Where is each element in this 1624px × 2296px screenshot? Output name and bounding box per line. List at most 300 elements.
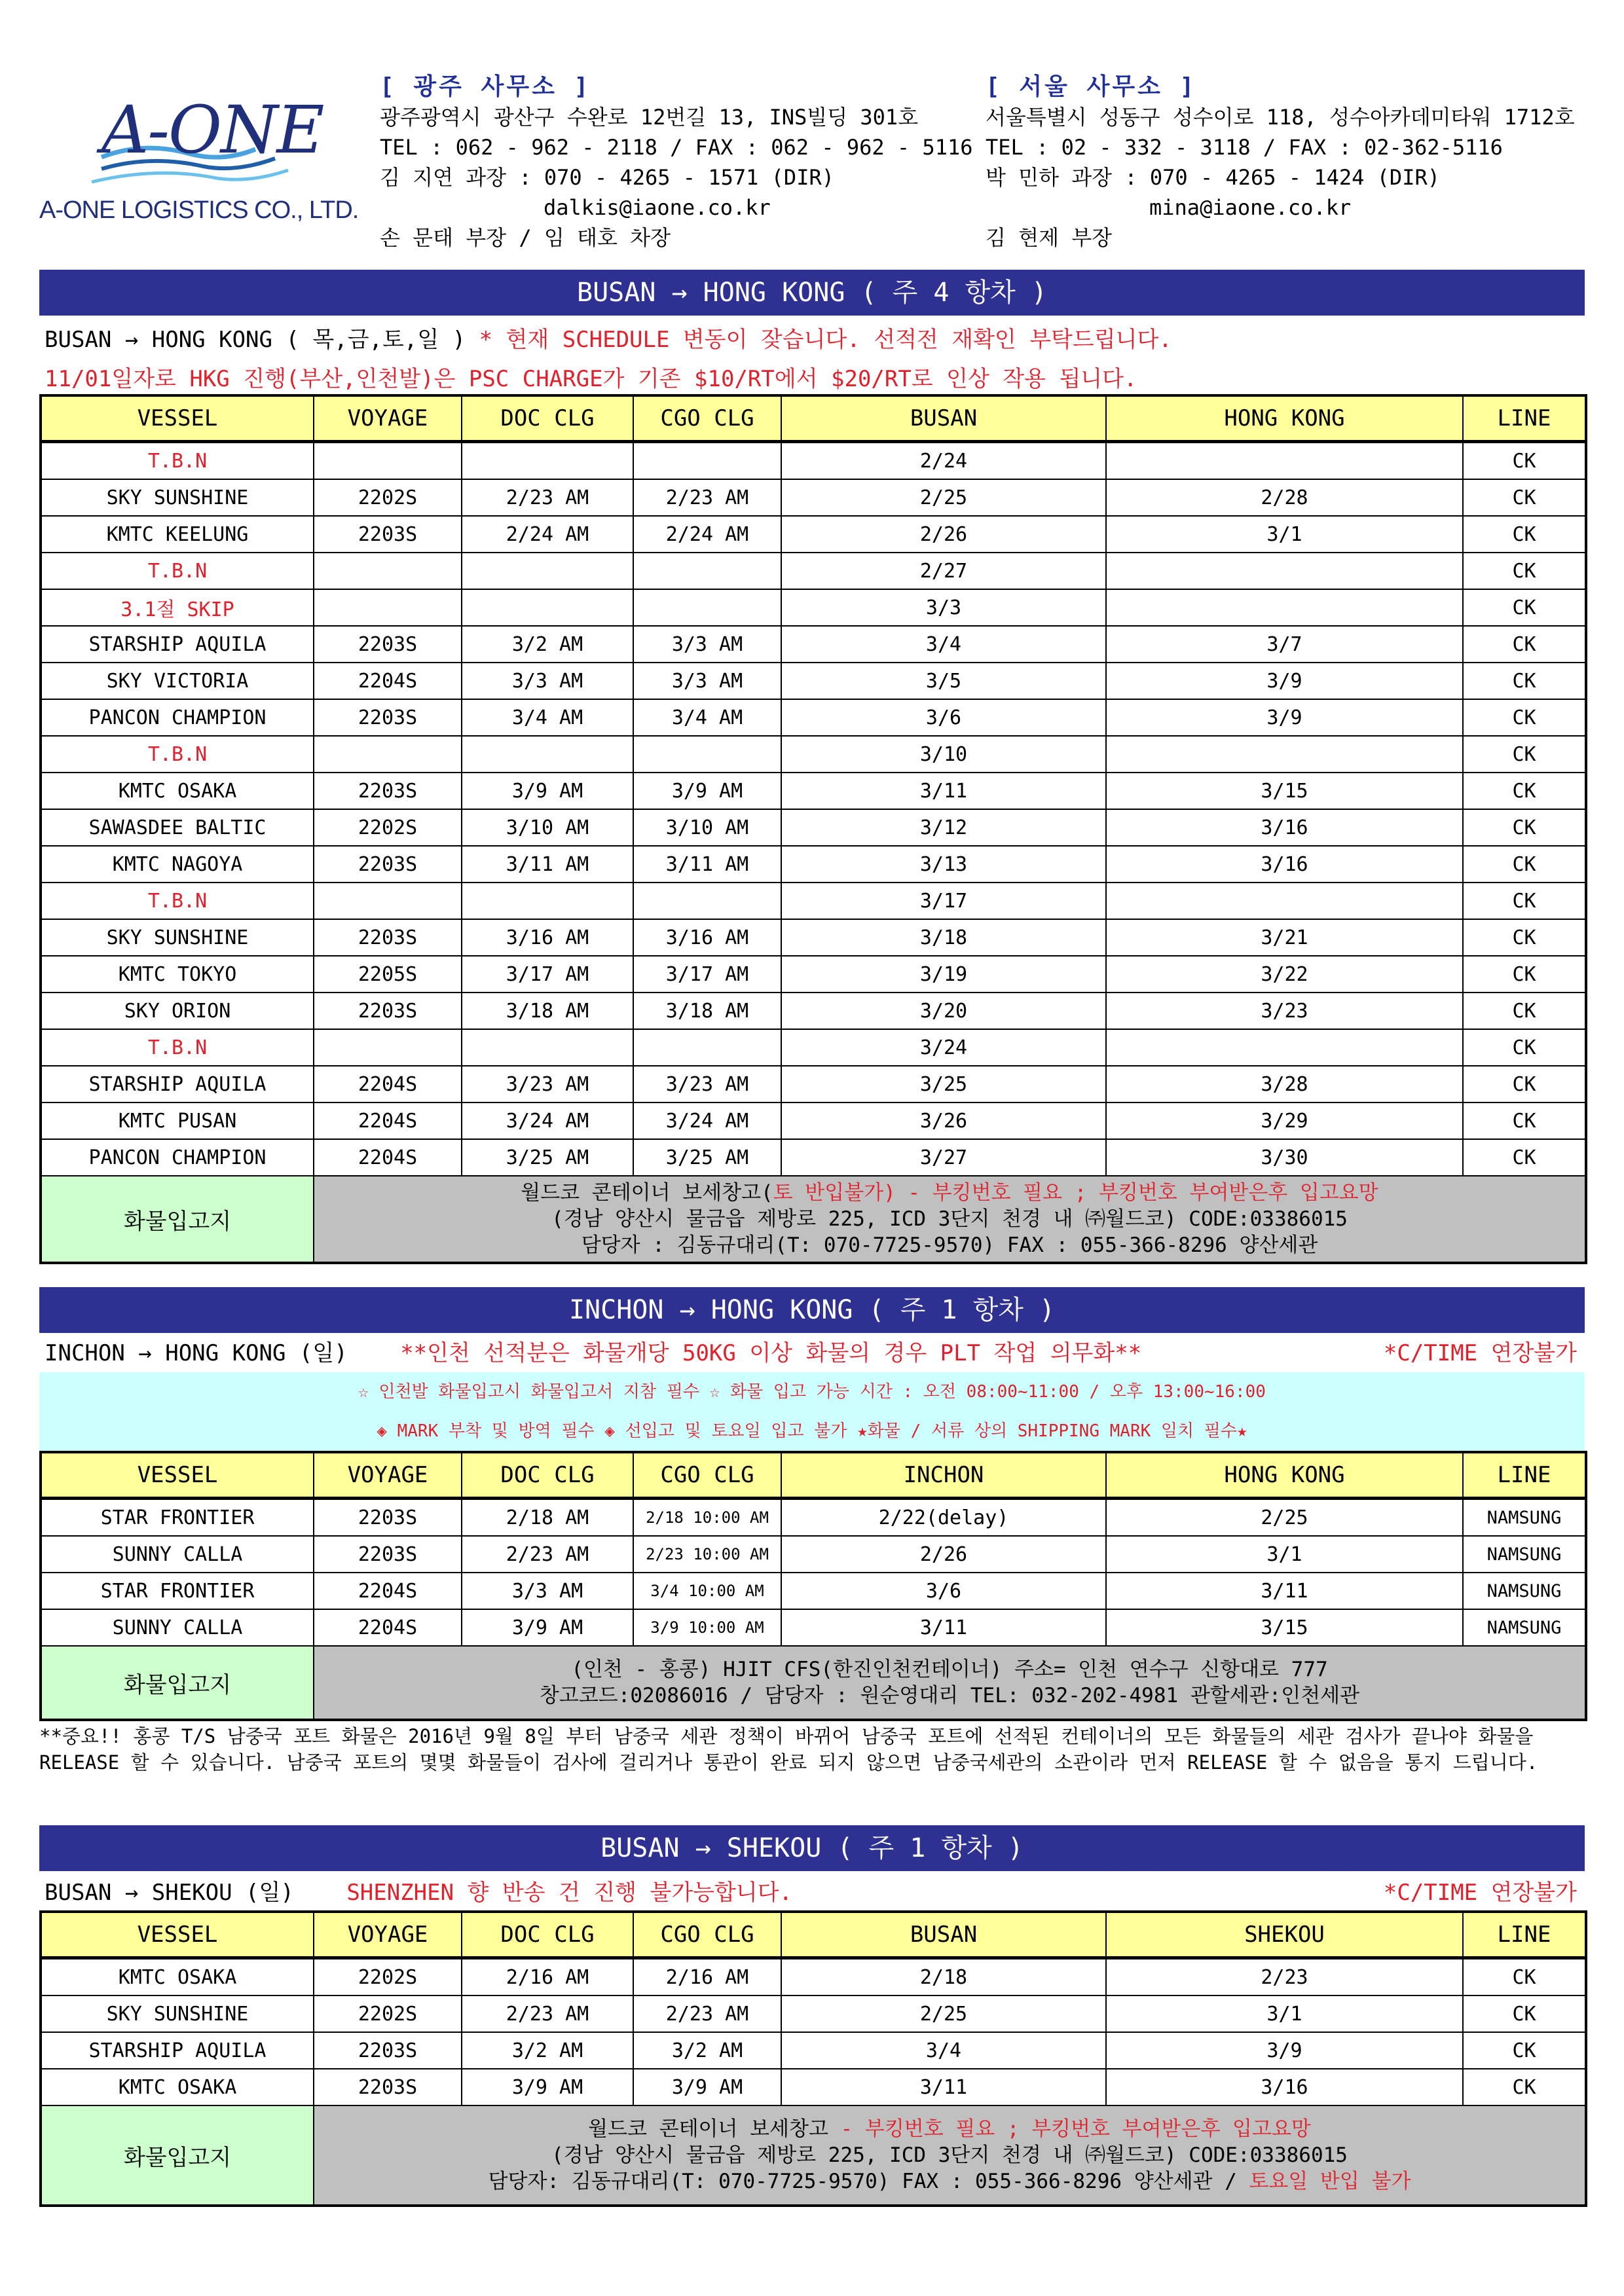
cell-cgo-clg: 3/18 AM — [633, 993, 781, 1029]
cell-line: CK — [1463, 846, 1586, 883]
cargo-info — [314, 1646, 1586, 1720]
cell-pol-date: 3/19 — [781, 956, 1106, 993]
cell-pol-date: 3/13 — [781, 846, 1106, 883]
cell-pod-date — [1106, 883, 1463, 919]
route-days: BUSAN → HONG KONG ( 목,금,토,일 ) — [45, 327, 466, 353]
cell-line: CK — [1463, 1995, 1586, 2032]
col-vessel: VESSEL — [41, 395, 314, 442]
cell-line: CK — [1463, 773, 1586, 809]
table-row — [41, 809, 1586, 846]
cargo-contact: 담당자 : 김동규대리(T: 070-7725-9570) FAX : 055-366-8296 양산세관 — [581, 1233, 1318, 1257]
table-row — [41, 2032, 1586, 2069]
cell-vessel: SUNNY CALLA — [41, 1536, 314, 1573]
section-bar-busan-hongkong: BUSAN → HONG KONG ( 주 4 항차 ) — [39, 270, 1585, 316]
cell-doc-clg: 3/9 AM — [462, 773, 633, 809]
table-row — [41, 1066, 1586, 1102]
important-notice: **중요!! 홍콩 T/S 남중국 포트 화물은 2016년 9월 8일 부터 남중국 세관 정책이 바뀌어 남중국 포트에 선적된 컨테이너의 모든 화물들의 세관 검사가 끝나야 화물을 RELEASE 할 수 있습니다. 남중국 포트의 몇몇 화물들이 검사에 걸리거나 통관이 완료 되지 않으면 남중국세관의 소관이라 먼저 RELEASE 할 수 없음을 통지 드립니다. — [39, 1725, 1538, 1774]
cell-pol-date: 3/27 — [781, 1139, 1106, 1176]
table-row — [41, 1995, 1586, 2032]
table-row — [41, 1958, 1586, 1996]
cell-doc-clg: 3/10 AM — [462, 809, 633, 846]
col-doc-clg: DOC CLG — [462, 395, 633, 442]
cell-pod-date — [1106, 1029, 1463, 1066]
cell-cgo-clg — [633, 553, 781, 589]
route-days: INCHON → HONG KONG (일) — [45, 1340, 348, 1366]
cell-doc-clg: 2/16 AM — [462, 1958, 633, 1996]
cell-pol-date: 2/22(delay) — [781, 1499, 1106, 1537]
cell-vessel: PANCON CHAMPION — [41, 699, 314, 736]
cell-voyage — [314, 883, 462, 919]
table-row — [41, 846, 1586, 883]
cell-cgo-clg: 3/24 AM — [633, 1102, 781, 1139]
cell-pod-date: 2/23 — [1106, 1958, 1463, 1996]
table-header-row — [41, 1452, 1586, 1499]
cell-doc-clg: 2/23 AM — [462, 479, 633, 516]
cell-doc-clg: 3/18 AM — [462, 993, 633, 1029]
table-row — [41, 736, 1586, 773]
cell-doc-clg: 2/23 AM — [462, 1995, 633, 2032]
cargo-address: (경남 양산시 물금읍 제방로 225, ICD 3단지 천경 내 ㈜월드코) CODE:03386015 — [551, 1207, 1348, 1231]
cell-cgo-clg: 3/10 AM — [633, 809, 781, 846]
cell-cgo-clg: 3/9 10:00 AM — [633, 1609, 781, 1646]
section-bar-busan-shekou: BUSAN → SHEKOU ( 주 1 항차 ) — [39, 1825, 1585, 1871]
cargo-warehouse: (인천 - 홍콩) HJIT CFS(한진인천컨테이너) 주소= 인천 연수구 신항대로 777 — [571, 1658, 1328, 1681]
cell-vessel: KMTC PUSAN — [41, 1102, 314, 1139]
cell-doc-clg — [462, 736, 633, 773]
col-voyage: VOYAGE — [314, 395, 462, 442]
cell-cgo-clg — [633, 883, 781, 919]
cell-doc-clg: 2/24 AM — [462, 516, 633, 553]
cell-voyage: 2204S — [314, 663, 462, 699]
cell-line: CK — [1463, 736, 1586, 773]
cell-vessel: SKY SUNSHINE — [41, 919, 314, 956]
cargo-info — [314, 2105, 1586, 2206]
cell-cgo-clg: 2/16 AM — [633, 1958, 781, 1996]
cell-vessel: T.B.N — [41, 736, 314, 773]
cell-voyage: 2203S — [314, 1536, 462, 1573]
cell-vessel: SKY SUNSHINE — [41, 479, 314, 516]
cell-pol-date: 3/6 — [781, 699, 1106, 736]
cell-pod-date: 3/16 — [1106, 2069, 1463, 2105]
cell-cgo-clg: 3/4 10:00 AM — [633, 1573, 781, 1609]
cell-line: CK — [1463, 1066, 1586, 1102]
cell-line: CK — [1463, 589, 1586, 626]
cargo-warehouse-row — [41, 1646, 1586, 1720]
cell-voyage: 2204S — [314, 1102, 462, 1139]
table-row — [41, 1139, 1586, 1176]
cell-pod-date — [1106, 553, 1463, 589]
cell-doc-clg — [462, 589, 633, 626]
table-row — [41, 1536, 1586, 1573]
table-row — [41, 993, 1586, 1029]
col-line: LINE — [1463, 1912, 1586, 1958]
schedule-warning: * 현재 SCHEDULE 변동이 잦습니다. 선적전 재확인 부탁드립니다. — [466, 327, 1172, 353]
col-doc-clg: DOC CLG — [462, 1452, 633, 1499]
cell-cgo-clg: 2/23 AM — [633, 479, 781, 516]
cell-line: CK — [1463, 479, 1586, 516]
cell-cgo-clg: 3/23 AM — [633, 1066, 781, 1102]
cell-vessel: KMTC OSAKA — [41, 2069, 314, 2105]
cell-voyage — [314, 736, 462, 773]
table-row — [41, 2069, 1586, 2105]
cell-pod-date: 3/1 — [1106, 1995, 1463, 2032]
cell-line: CK — [1463, 919, 1586, 956]
office-address: 서울특별시 성동구 성수이로 118, 성수아카데미타워 1712호 — [986, 105, 1575, 130]
office-gwangju — [380, 72, 972, 253]
cell-cgo-clg: 2/23 AM — [633, 1995, 781, 2032]
cargo-label: 화물입고지 — [41, 1646, 314, 1720]
cell-voyage: 2203S — [314, 626, 462, 663]
cell-doc-clg — [462, 883, 633, 919]
cell-vessel: STARSHIP AQUILA — [41, 1066, 314, 1102]
cell-pol-date: 3/11 — [781, 2069, 1106, 2105]
col-pol: INCHON — [781, 1452, 1106, 1499]
office-seoul — [986, 72, 1575, 253]
col-voyage: VOYAGE — [314, 1452, 462, 1499]
table-row — [41, 442, 1586, 480]
cell-vessel: SAWASDEE BALTIC — [41, 809, 314, 846]
cargo-time-notice: ☆ 인천발 화물입고시 화물입고서 지참 필수 ☆ 화물 입고 가능 시간 : 오전 08:00~11:00 / 오후 13:00~16:00 — [39, 1372, 1585, 1412]
table-row — [41, 663, 1586, 699]
cell-line: CK — [1463, 883, 1586, 919]
cell-doc-clg — [462, 1029, 633, 1066]
cell-line: CK — [1463, 2032, 1586, 2069]
cell-pod-date: 3/23 — [1106, 993, 1463, 1029]
table-header-row — [41, 1912, 1586, 1958]
office-manager: 김 지연 과장 : 070 - 4265 - 1571 (DIR) — [380, 165, 834, 190]
cell-voyage — [314, 553, 462, 589]
cell-voyage — [314, 1029, 462, 1066]
ctime-note: *C/TIME 연장불가 — [1383, 1340, 1577, 1366]
cell-cgo-clg — [633, 736, 781, 773]
table-row — [41, 553, 1586, 589]
cell-pod-date: 3/29 — [1106, 1102, 1463, 1139]
table-row — [41, 1499, 1586, 1537]
cell-vessel: KMTC OSAKA — [41, 1958, 314, 1996]
cell-doc-clg: 3/3 AM — [462, 1573, 633, 1609]
cell-doc-clg: 3/25 AM — [462, 1139, 633, 1176]
office-title: [ 서울 사무소 ] — [986, 73, 1197, 100]
cargo-address: (경남 양산시 물금읍 제방로 225, ICD 3단지 천경 내 ㈜월드코) CODE:03386015 — [551, 2143, 1348, 2167]
cell-vessel: T.B.N — [41, 442, 314, 480]
cell-line: CK — [1463, 1029, 1586, 1066]
cell-line: CK — [1463, 663, 1586, 699]
office-title: [ 광주 사무소 ] — [380, 73, 591, 100]
cell-cgo-clg: 2/24 AM — [633, 516, 781, 553]
col-pol: BUSAN — [781, 1912, 1106, 1958]
office-address: 광주광역시 광산구 수완로 12번길 13, INS빌딩 301호 — [380, 105, 919, 130]
cargo-label: 화물입고지 — [41, 2105, 314, 2206]
cell-line: CK — [1463, 626, 1586, 663]
cell-pod-date: 3/16 — [1106, 809, 1463, 846]
route-days: BUSAN → SHEKOU (일) — [45, 1880, 294, 1906]
cell-doc-clg: 3/16 AM — [462, 919, 633, 956]
cell-voyage: 2203S — [314, 699, 462, 736]
schedule-table-busan-hongkong — [39, 394, 1587, 1264]
cell-voyage: 2203S — [314, 516, 462, 553]
cell-doc-clg: 3/9 AM — [462, 2069, 633, 2105]
cell-vessel: STARSHIP AQUILA — [41, 626, 314, 663]
table-row — [41, 589, 1586, 626]
cell-pod-date: 3/9 — [1106, 2032, 1463, 2069]
cell-pod-date — [1106, 589, 1463, 626]
cargo-warehouse: 월드코 콘테이너 보세창고 — [588, 2117, 841, 2141]
cell-pod-date: 3/16 — [1106, 846, 1463, 883]
office-phone: TEL : 02 - 332 - 3118 / FAX : 02-362-5116 — [986, 135, 1503, 160]
cell-pol-date: 2/24 — [781, 442, 1106, 480]
cell-doc-clg: 3/2 AM — [462, 2032, 633, 2069]
cell-cgo-clg — [633, 589, 781, 626]
cell-pol-date: 3/10 — [781, 736, 1106, 773]
cell-line: CK — [1463, 1958, 1586, 1996]
cell-voyage: 2203S — [314, 846, 462, 883]
cell-cgo-clg — [633, 1029, 781, 1066]
saturday-note: 토요일 반입 불가 — [1249, 2170, 1411, 2193]
cell-pol-date: 3/25 — [781, 1066, 1106, 1102]
cell-cgo-clg: 3/16 AM — [633, 919, 781, 956]
cargo-warehouse-row — [41, 1176, 1586, 1263]
cell-cgo-clg: 2/23 10:00 AM — [633, 1536, 781, 1573]
cell-cgo-clg: 3/3 AM — [633, 626, 781, 663]
mark-notice: ◈ MARK 부착 및 방역 필수 ◈ 선입고 및 토요일 입고 불가 ★화물 / 서류 상의 SHIPPING MARK 일치 필수★ — [39, 1412, 1585, 1451]
cell-pol-date: 3/20 — [781, 993, 1106, 1029]
cargo-contact: 담당자: 김동규대리(T: 070-7725-9570) FAX : 055-366-8296 양산세관 / — [488, 2170, 1249, 2193]
cell-pol-date: 3/4 — [781, 626, 1106, 663]
cell-pol-date: 2/27 — [781, 553, 1106, 589]
cargo-contact: 창고코드:02086016 / 담당자 : 원순영대리 TEL: 032-202-4981 관할세관:인천세관 — [539, 1684, 1360, 1707]
cell-voyage: 2202S — [314, 479, 462, 516]
cell-pod-date: 3/1 — [1106, 516, 1463, 553]
office-manager: 박 민하 과장 : 070 - 4265 - 1424 (DIR) — [986, 165, 1440, 190]
col-pod: SHEKOU — [1106, 1912, 1463, 1958]
cell-vessel: T.B.N — [41, 883, 314, 919]
cell-vessel: STARSHIP AQUILA — [41, 2032, 314, 2069]
cell-pol-date: 3/11 — [781, 1609, 1106, 1646]
route-note — [45, 1337, 1577, 1370]
cell-voyage: 2202S — [314, 1995, 462, 2032]
col-pod: HONG KONG — [1106, 395, 1463, 442]
cell-doc-clg: 2/23 AM — [462, 1536, 633, 1573]
cell-pol-date: 3/6 — [781, 1573, 1106, 1609]
col-vessel: VESSEL — [41, 1452, 314, 1499]
cell-pod-date: 3/9 — [1106, 699, 1463, 736]
cell-vessel: KMTC KEELUNG — [41, 516, 314, 553]
table-row — [41, 883, 1586, 919]
col-cgo-clg: CGO CLG — [633, 1452, 781, 1499]
cell-pod-date: 3/22 — [1106, 956, 1463, 993]
cell-voyage: 2204S — [314, 1573, 462, 1609]
cell-doc-clg: 3/9 AM — [462, 1609, 633, 1646]
cell-line: CK — [1463, 1102, 1586, 1139]
cell-vessel: KMTC TOKYO — [41, 956, 314, 993]
cell-pol-date: 3/11 — [781, 773, 1106, 809]
cell-doc-clg: 3/17 AM — [462, 956, 633, 993]
cell-line: CK — [1463, 809, 1586, 846]
cargo-booking-note: 토 반입불가) - 부킹번호 필요 ; 부킹번호 부여받은후 입고요망 — [773, 1181, 1378, 1205]
table-row — [41, 479, 1586, 516]
col-line: LINE — [1463, 1452, 1586, 1499]
cell-pol-date: 3/17 — [781, 883, 1106, 919]
cell-pod-date: 3/9 — [1106, 663, 1463, 699]
cell-cgo-clg: 3/2 AM — [633, 2032, 781, 2069]
cell-voyage: 2202S — [314, 809, 462, 846]
office-email: dalkis@iaone.co.kr — [544, 195, 771, 220]
cargo-info — [314, 1176, 1586, 1263]
table-row — [41, 1029, 1586, 1066]
table-header-row — [41, 395, 1586, 442]
table-row — [41, 1573, 1586, 1609]
cell-pol-date: 3/24 — [781, 1029, 1106, 1066]
cell-pod-date: 3/21 — [1106, 919, 1463, 956]
cargo-warehouse-row — [41, 2105, 1586, 2206]
section-bar-inchon-hongkong: INCHON → HONG KONG ( 주 1 항차 ) — [39, 1287, 1585, 1333]
cell-pod-date — [1106, 442, 1463, 480]
cell-pod-date: 3/7 — [1106, 626, 1463, 663]
table-row — [41, 699, 1586, 736]
cell-voyage: 2203S — [314, 2069, 462, 2105]
cell-pod-date: 3/15 — [1106, 1609, 1463, 1646]
col-vessel: VESSEL — [41, 1912, 314, 1958]
cell-doc-clg: 3/23 AM — [462, 1066, 633, 1102]
cell-pod-date: 3/30 — [1106, 1139, 1463, 1176]
cell-pod-date — [1106, 736, 1463, 773]
cell-voyage: 2203S — [314, 993, 462, 1029]
table-row — [41, 1102, 1586, 1139]
cell-pol-date: 2/25 — [781, 479, 1106, 516]
office-phone: TEL : 062 - 962 - 2118 / FAX : 062 - 962 - 5116 — [380, 135, 973, 160]
table-row — [41, 516, 1586, 553]
psc-charge-note: 11/01일자로 HKG 진행(부산,인천발)은 PSC CHARGE가 기존 $10/RT에서 $20/RT로 인상 작용 됩니다. — [45, 366, 1137, 392]
cell-doc-clg: 3/11 AM — [462, 846, 633, 883]
cell-vessel: SUNNY CALLA — [41, 1609, 314, 1646]
cell-vessel: 3.1절 SKIP — [41, 589, 314, 626]
col-voyage: VOYAGE — [314, 1912, 462, 1958]
cell-pod-date: 2/25 — [1106, 1499, 1463, 1537]
cell-line: CK — [1463, 1139, 1586, 1176]
cell-pol-date: 2/25 — [781, 1995, 1106, 2032]
cell-doc-clg: 2/18 AM — [462, 1499, 633, 1537]
cell-cgo-clg: 3/9 AM — [633, 773, 781, 809]
cell-line: CK — [1463, 442, 1586, 480]
table-row — [41, 919, 1586, 956]
cell-vessel: KMTC NAGOYA — [41, 846, 314, 883]
cell-line: NAMSUNG — [1463, 1609, 1586, 1646]
cell-voyage: 2203S — [314, 919, 462, 956]
cell-line: NAMSUNG — [1463, 1536, 1586, 1573]
cell-pol-date: 2/26 — [781, 516, 1106, 553]
cell-cgo-clg: 3/17 AM — [633, 956, 781, 993]
cell-vessel: T.B.N — [41, 553, 314, 589]
cell-pol-date: 3/18 — [781, 919, 1106, 956]
cell-doc-clg: 3/24 AM — [462, 1102, 633, 1139]
col-doc-clg: DOC CLG — [462, 1912, 633, 1958]
company-logo — [39, 92, 360, 242]
cell-vessel: SKY ORION — [41, 993, 314, 1029]
cell-cgo-clg — [633, 442, 781, 480]
cell-doc-clg — [462, 553, 633, 589]
cargo-booking-note: - 부킹번호 필요 ; 부킹번호 부여받은후 입고요망 — [840, 2117, 1311, 2141]
schedule-table-busan-shekou — [39, 1910, 1587, 2207]
cell-pol-date: 3/12 — [781, 809, 1106, 846]
cell-cgo-clg: 2/18 10:00 AM — [633, 1499, 781, 1537]
cell-vessel: KMTC OSAKA — [41, 773, 314, 809]
cell-line: CK — [1463, 956, 1586, 993]
col-pod: HONG KONG — [1106, 1452, 1463, 1499]
cell-pod-date: 3/28 — [1106, 1066, 1463, 1102]
cell-voyage: 2202S — [314, 1958, 462, 1996]
cell-doc-clg: 3/2 AM — [462, 626, 633, 663]
col-cgo-clg: CGO CLG — [633, 395, 781, 442]
cell-voyage: 2204S — [314, 1066, 462, 1102]
cell-pol-date: 3/26 — [781, 1102, 1106, 1139]
cell-line: CK — [1463, 516, 1586, 553]
cell-pod-date: 3/11 — [1106, 1573, 1463, 1609]
col-line: LINE — [1463, 395, 1586, 442]
cell-line: CK — [1463, 699, 1586, 736]
col-pol: BUSAN — [781, 395, 1106, 442]
cell-pol-date: 2/18 — [781, 1958, 1106, 1996]
table-row — [41, 1609, 1586, 1646]
cell-pol-date: 2/26 — [781, 1536, 1106, 1573]
cell-voyage — [314, 442, 462, 480]
office-contact: 손 문태 부장 / 임 태호 차장 — [380, 225, 671, 250]
cell-voyage: 2203S — [314, 773, 462, 809]
cell-line: CK — [1463, 553, 1586, 589]
cell-cgo-clg: 3/4 AM — [633, 699, 781, 736]
office-email: mina@iaone.co.kr — [1149, 195, 1352, 220]
cell-doc-clg: 3/3 AM — [462, 663, 633, 699]
cell-pol-date: 3/5 — [781, 663, 1106, 699]
cell-vessel: STAR FRONTIER — [41, 1573, 314, 1609]
cell-vessel: T.B.N — [41, 1029, 314, 1066]
cell-vessel: STAR FRONTIER — [41, 1499, 314, 1537]
cell-voyage: 2204S — [314, 1609, 462, 1646]
table-row — [41, 773, 1586, 809]
cell-cgo-clg: 3/3 AM — [633, 663, 781, 699]
table-row — [41, 956, 1586, 993]
cell-pod-date: 3/1 — [1106, 1536, 1463, 1573]
route-note — [45, 1876, 1577, 1909]
cell-cgo-clg: 3/25 AM — [633, 1139, 781, 1176]
schedule-table-inchon-hongkong — [39, 1451, 1587, 1721]
cell-cgo-clg: 3/11 AM — [633, 846, 781, 883]
cell-pol-date: 3/3 — [781, 589, 1106, 626]
cell-voyage: 2203S — [314, 1499, 462, 1537]
cell-vessel: SKY SUNSHINE — [41, 1995, 314, 2032]
cell-doc-clg: 3/4 AM — [462, 699, 633, 736]
cell-line: CK — [1463, 993, 1586, 1029]
office-contact: 김 현제 부장 — [986, 225, 1113, 250]
cargo-warehouse: 월드코 콘테이너 보세창고( — [521, 1181, 773, 1205]
ctime-note: *C/TIME 연장불가 — [1383, 1880, 1577, 1906]
cell-pod-date: 2/28 — [1106, 479, 1463, 516]
col-cgo-clg: CGO CLG — [633, 1912, 781, 1958]
logo-subtitle: A-ONE LOGISTICS CO., LTD. — [39, 196, 359, 224]
logo-text: A-ONE — [101, 92, 323, 168]
cell-voyage — [314, 589, 462, 626]
cell-cgo-clg: 3/9 AM — [633, 2069, 781, 2105]
cell-vessel: PANCON CHAMPION — [41, 1139, 314, 1176]
table-row — [41, 626, 1586, 663]
cell-pol-date: 3/4 — [781, 2032, 1106, 2069]
plt-warning: **인천 선적분은 화물개당 50KG 이상 화물의 경우 PLT 작업 의무화** — [400, 1340, 1142, 1366]
cell-doc-clg — [462, 442, 633, 480]
cell-voyage: 2205S — [314, 956, 462, 993]
cell-voyage: 2203S — [314, 2032, 462, 2069]
route-note — [45, 323, 1172, 356]
cell-line: NAMSUNG — [1463, 1573, 1586, 1609]
cell-vessel: SKY VICTORIA — [41, 663, 314, 699]
